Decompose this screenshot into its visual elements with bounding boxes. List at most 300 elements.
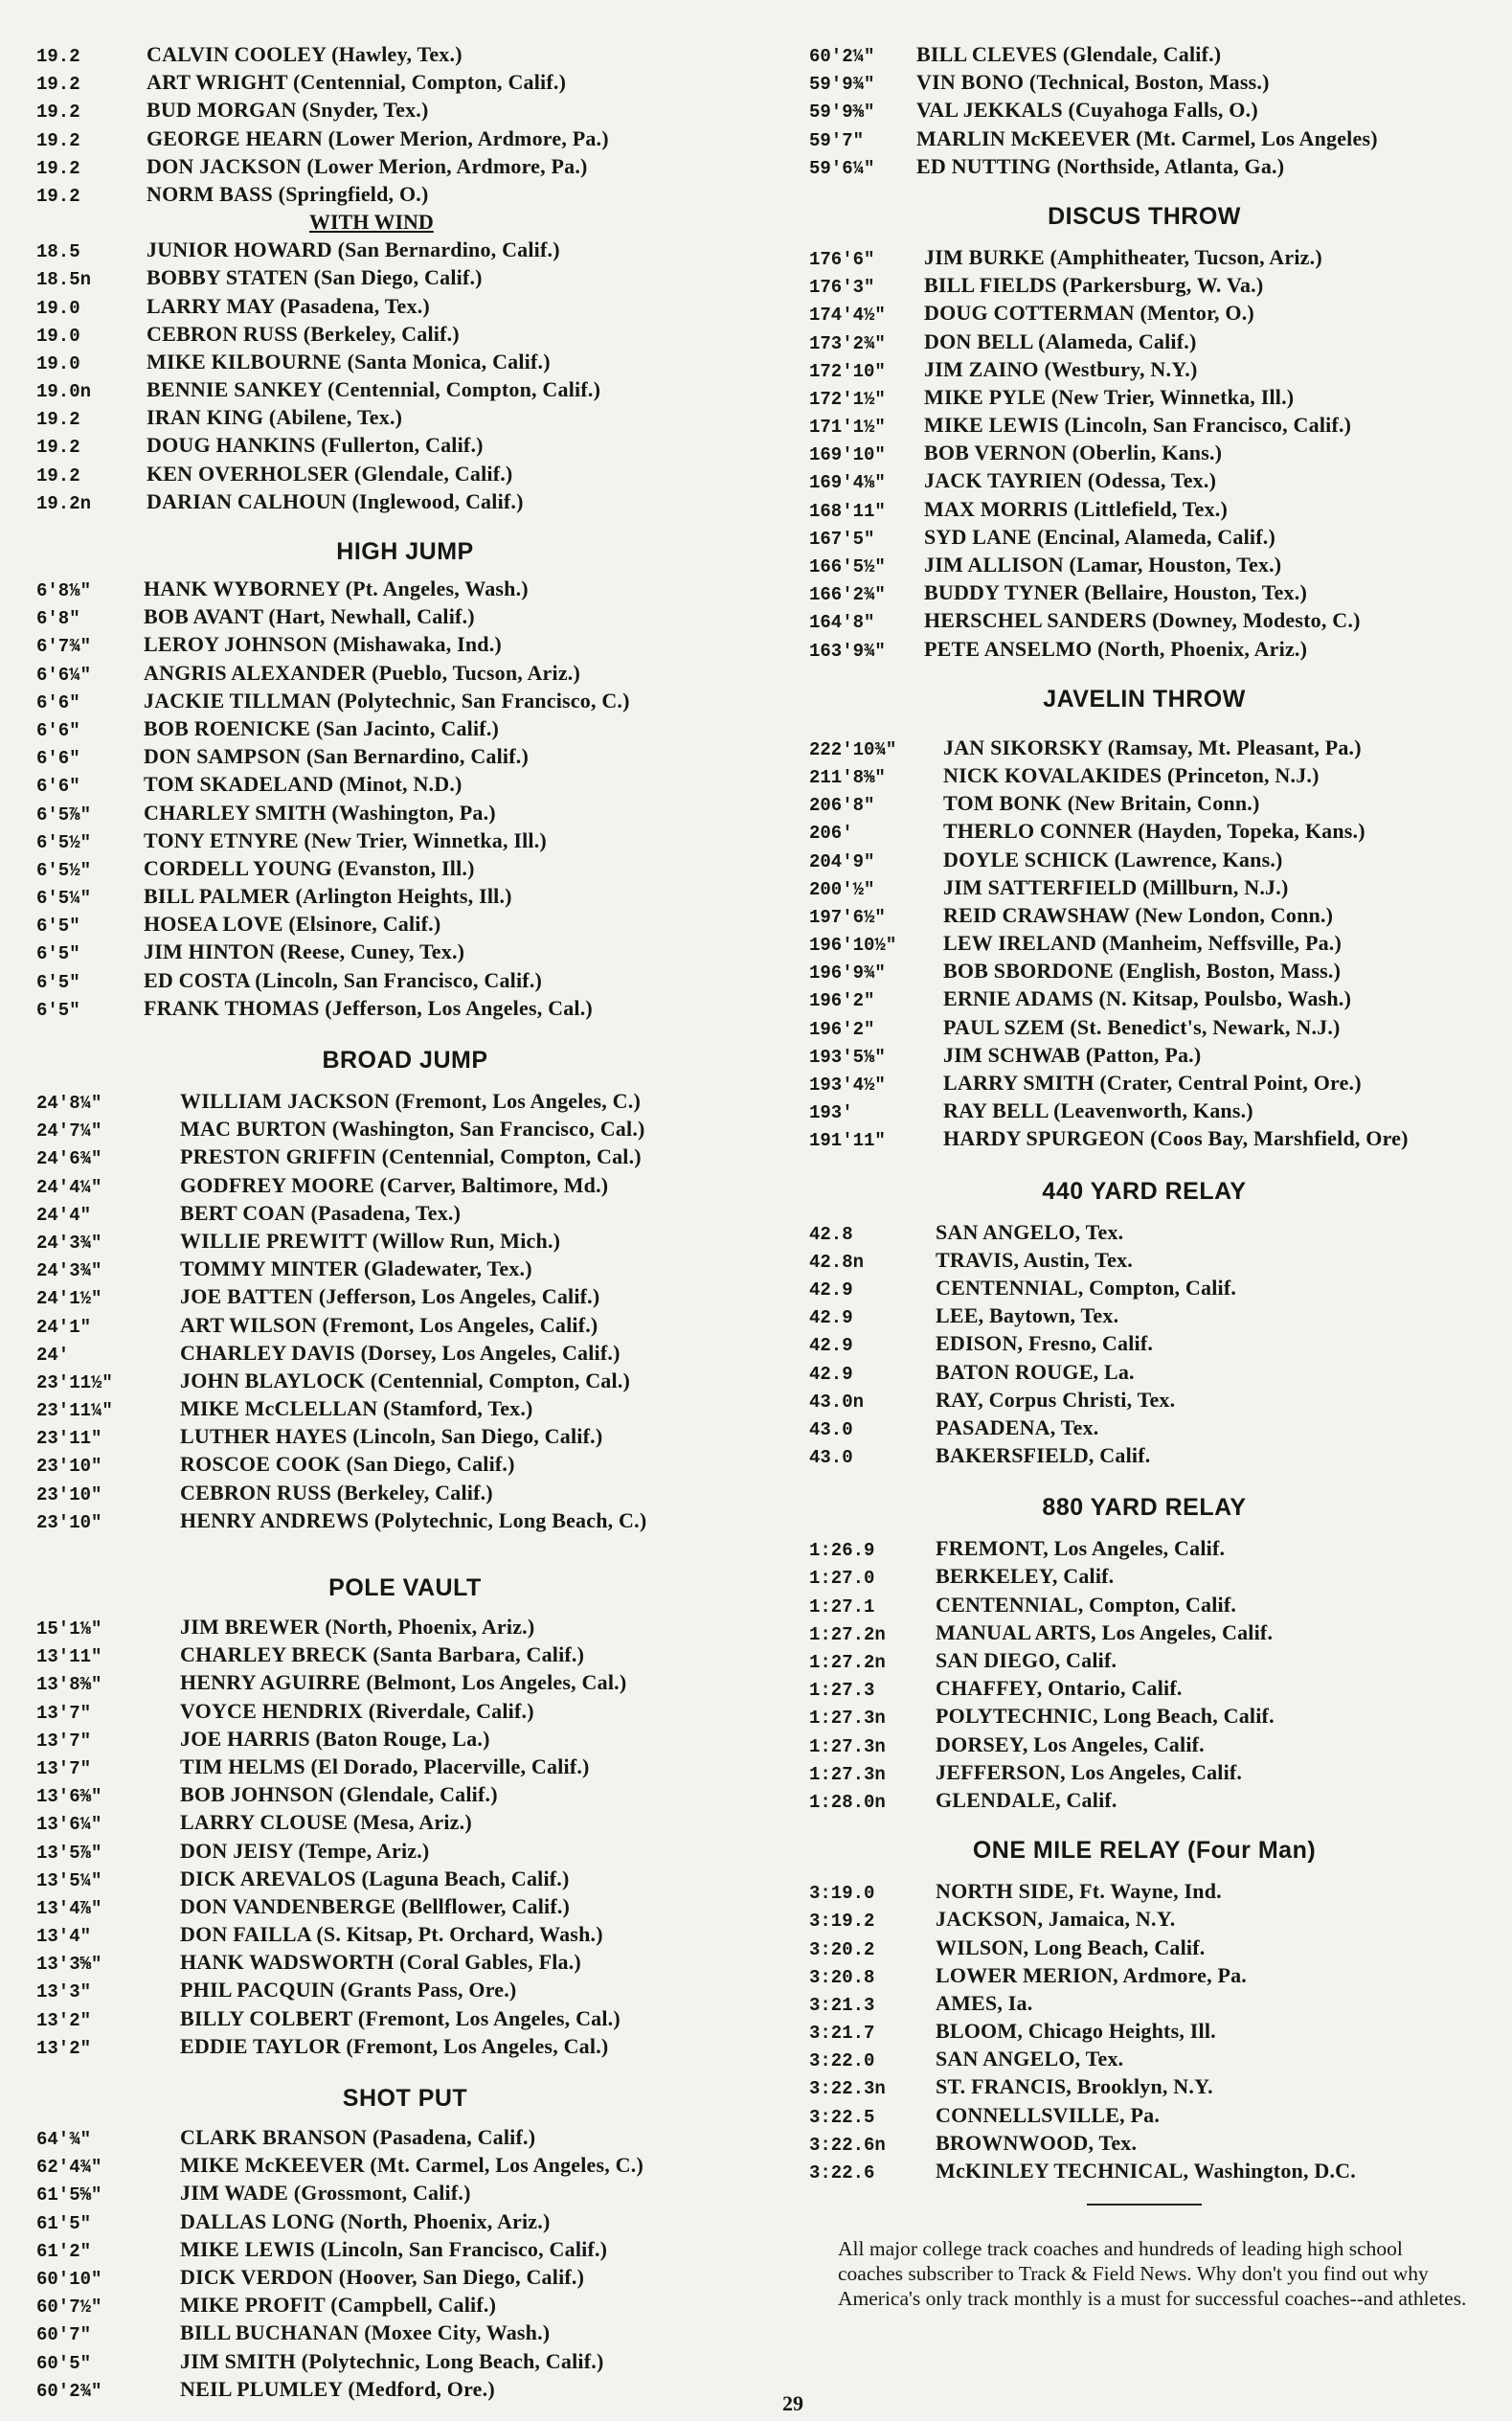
record-row xyxy=(36,2377,774,2405)
record-row xyxy=(36,2153,774,2181)
record-mark: 3:19.0 xyxy=(809,1883,875,1905)
record-row xyxy=(809,637,1479,665)
record-entry: HANK WADSWORTH (Coral Gables, Fla.) xyxy=(180,1950,581,1975)
record-row xyxy=(809,1360,1479,1388)
record-mark: 167'5" xyxy=(809,528,875,550)
record-entry: JIM ALLISON (Lamar, Houston, Tex.) xyxy=(924,553,1282,577)
record-entry: MARLIN McKEEVER (Mt. Carmel, Los Angeles) xyxy=(916,125,1378,150)
record-mark: 6'5½" xyxy=(36,859,92,881)
record-mark: 42.9 xyxy=(809,1278,853,1301)
record-entry: WILLIE PREWITT (Willow Run, Mich.) xyxy=(180,1228,561,1253)
record-row xyxy=(809,1935,1479,1963)
record-mark: 196'9¾" xyxy=(809,962,886,984)
record-mark: 13'7" xyxy=(36,1702,92,1724)
record-row xyxy=(809,1788,1479,1816)
record-mark: 3:22.6 xyxy=(809,2162,875,2183)
record-row xyxy=(809,1732,1479,1760)
record-entry: DON BELL (Alameda, Calif.) xyxy=(924,328,1197,353)
record-row xyxy=(36,1867,774,1894)
record-mark: 24'4" xyxy=(36,1204,92,1226)
record-entry: DORSEY, Los Angeles, Calif. xyxy=(936,1731,1205,1756)
record-row xyxy=(809,497,1479,525)
record-mark: 176'6" xyxy=(809,248,875,270)
record-mark: 3:22.3n xyxy=(809,2078,886,2100)
record-mark: 23'11" xyxy=(36,1428,102,1450)
record-entry: PAUL SZEM (St. Benedict's, Newark, N.J.) xyxy=(943,1014,1341,1039)
record-entry: GODFREY MOORE (Carver, Baltimore, Md.) xyxy=(180,1172,609,1197)
record-mark: 19.2 xyxy=(36,157,80,179)
record-row xyxy=(809,819,1479,847)
record-entry: LARRY MAY (Pasadena, Tex.) xyxy=(147,293,430,318)
record-mark: 6'5" xyxy=(36,916,80,938)
record-row xyxy=(36,2181,774,2208)
record-entry: ART WILSON (Fremont, Los Angeles, Calif.) xyxy=(180,1312,598,1337)
record-row xyxy=(36,1922,774,1950)
record-entry: EDISON, Fresno, Calif. xyxy=(936,1331,1154,1356)
record-mark: 172'1½" xyxy=(809,388,886,410)
record-mark: 60'7½" xyxy=(36,2297,102,2319)
record-mark: 18.5n xyxy=(36,269,92,291)
hurdles-list xyxy=(36,42,774,210)
record-row xyxy=(809,931,1479,959)
record-mark: 42.8n xyxy=(809,1251,865,1273)
record-entry: LOWER MERION, Ardmore, Pa. xyxy=(936,1962,1248,1987)
record-row xyxy=(36,996,774,1024)
record-mark: 1:27.2n xyxy=(809,1623,886,1645)
record-mark: 13'2" xyxy=(36,2009,92,2031)
high-jump-list xyxy=(36,577,774,1024)
record-row xyxy=(36,1341,774,1369)
record-entry: IRAN KING (Abilene, Tex.) xyxy=(147,405,403,430)
record-row xyxy=(36,1144,774,1172)
record-row xyxy=(809,2131,1479,2159)
record-mark: 222'10¾" xyxy=(809,738,897,760)
record-entry: MAC BURTON (Washington, San Francisco, Cal.) xyxy=(180,1117,645,1142)
record-row xyxy=(809,1991,1479,2019)
record-mark: 19.2 xyxy=(36,464,80,486)
record-entry: MIKE McKEEVER (Mt. Carmel, Los Angeles, C.) xyxy=(180,2153,643,2178)
relay-880-list xyxy=(809,1536,1479,1816)
record-mark: 197'6½" xyxy=(809,906,886,928)
record-row xyxy=(36,265,774,293)
record-entry: CHARLEY DAVIS (Dorsey, Los Angeles, Calif.) xyxy=(180,1340,621,1365)
section-heading-shot-put: SHOT PUT xyxy=(342,2085,468,2112)
record-row xyxy=(809,1879,1479,1907)
record-mark: 3:22.5 xyxy=(809,2106,875,2128)
section-heading-pole-vault: POLE VAULT xyxy=(328,1574,482,1601)
record-entry: JIM SMITH (Polytechnic, Long Beach, Calif.) xyxy=(180,2348,604,2373)
record-row xyxy=(809,1648,1479,1676)
record-entry: BERT COAN (Pasadena, Tex.) xyxy=(180,1200,462,1225)
record-mark: 6'5" xyxy=(36,971,80,993)
record-row xyxy=(36,98,774,125)
record-mark: 59'6¼" xyxy=(809,157,875,179)
record-entry: THERLO CONNER (Hayden, Topeka, Kans.) xyxy=(943,819,1365,844)
mile-relay-list xyxy=(809,1879,1479,2186)
record-entry: TOMMY MINTER (Gladewater, Tex.) xyxy=(180,1256,532,1281)
record-mark: 1:27.3 xyxy=(809,1680,875,1702)
record-mark: 19.2 xyxy=(36,102,80,124)
record-mark: 196'2" xyxy=(809,990,875,1012)
record-row xyxy=(36,1201,774,1229)
record-row xyxy=(809,1564,1479,1592)
record-mark: 3:22.6n xyxy=(809,2134,886,2156)
record-entry: ANGRIS ALEXANDER (Pueblo, Tucson, Ariz.) xyxy=(144,660,581,685)
record-mark: 43.0 xyxy=(809,1447,853,1469)
shot-put-continued-list xyxy=(809,42,1479,182)
record-row xyxy=(809,357,1479,385)
record-mark: 193'4½" xyxy=(809,1075,886,1096)
record-entry: HENRY ANDREWS (Polytechnic, Long Beach, C.) xyxy=(180,1507,647,1532)
record-row xyxy=(809,1098,1479,1126)
record-entry: TOM SKADELAND (Minot, N.D.) xyxy=(144,772,463,797)
record-entry: JAN SIKORSKY (Ramsay, Mt. Pleasant, Pa.) xyxy=(943,735,1362,759)
record-entry: KEN OVERHOLSER (Glendale, Calif.) xyxy=(147,461,513,486)
record-mark: 13'11" xyxy=(36,1646,102,1668)
record-mark: 19.2 xyxy=(36,185,80,207)
record-row xyxy=(809,1443,1479,1471)
record-row xyxy=(809,2047,1479,2074)
record-mark: 13'4⅞" xyxy=(36,1897,102,1919)
record-entry: BUD MORGAN (Snyder, Tex.) xyxy=(147,98,429,123)
record-row xyxy=(36,884,774,912)
record-entry: WILLIAM JACKSON (Fremont, Los Angeles, C.) xyxy=(180,1089,641,1113)
record-entry: NORM BASS (Springfield, O.) xyxy=(147,181,429,206)
record-entry: POLYTECHNIC, Long Beach, Calif. xyxy=(936,1704,1275,1729)
record-row xyxy=(36,1284,774,1312)
record-row xyxy=(36,856,774,884)
record-entry: JOHN BLAYLOCK (Centennial, Compton, Cal.) xyxy=(180,1368,631,1392)
record-row xyxy=(809,1593,1479,1620)
record-row xyxy=(809,735,1479,763)
record-row xyxy=(36,1727,774,1754)
record-row xyxy=(809,791,1479,819)
record-mark: 61'2" xyxy=(36,2240,92,2262)
record-entry: JIM ZAINO (Westbury, N.Y.) xyxy=(924,356,1198,381)
record-entry: JACK TAYRIEN (Odessa, Tex.) xyxy=(924,468,1217,493)
record-entry: CHARLEY SMITH (Washington, Pa.) xyxy=(144,800,496,825)
record-mark: 19.2 xyxy=(36,74,80,96)
record-entry: VAL JEKKALS (Cuyahoga Falls, O.) xyxy=(916,98,1258,123)
record-entry: HERSCHEL SANDERS (Downey, Modesto, C.) xyxy=(924,608,1361,633)
record-mark: 6'7¾" xyxy=(36,636,92,658)
record-entry: WILSON, Long Beach, Calif. xyxy=(936,1935,1206,1959)
record-row xyxy=(36,433,774,461)
record-row xyxy=(36,801,774,828)
record-entry: DON SAMPSON (San Bernardino, Calif.) xyxy=(144,744,529,769)
record-row xyxy=(36,716,774,744)
record-mark: 6'5¼" xyxy=(36,888,92,910)
record-entry: BOB VERNON (Oberlin, Kans.) xyxy=(924,441,1223,465)
record-mark: 206'8" xyxy=(809,795,875,817)
javelin-throw-list xyxy=(809,735,1479,1155)
record-mark: 1:27.3n xyxy=(809,1735,886,1757)
record-mark: 6'6" xyxy=(36,776,80,798)
record-mark: 196'2" xyxy=(809,1018,875,1040)
record-row xyxy=(809,1126,1479,1154)
record-row xyxy=(809,580,1479,608)
record-row xyxy=(36,1481,774,1508)
record-entry: CALVIN COOLEY (Hawley, Tex.) xyxy=(147,42,463,66)
record-entry: JOE HARRIS (Baton Rouge, La.) xyxy=(180,1726,490,1751)
record-row xyxy=(36,1396,774,1424)
record-row xyxy=(36,1089,774,1117)
record-mark: 59'9¾" xyxy=(809,74,875,96)
record-entry: DON VANDENBERGE (Bellflower, Calif.) xyxy=(180,1893,571,1918)
record-mark: 164'8" xyxy=(809,612,875,634)
record-mark: 24' xyxy=(36,1344,70,1366)
record-row xyxy=(809,959,1479,986)
record-mark: 6'8⅛" xyxy=(36,580,92,601)
record-mark: 24'4¼" xyxy=(36,1176,102,1198)
record-mark: 42.9 xyxy=(809,1363,853,1385)
discus-throw-list xyxy=(809,245,1479,665)
record-mark: 42.9 xyxy=(809,1335,853,1357)
record-entry: BAKERSFIELD, Calif. xyxy=(936,1443,1151,1468)
record-mark: 24'3¾" xyxy=(36,1260,102,1282)
record-mark: 13'6¼" xyxy=(36,1814,102,1836)
record-entry: SAN ANGELO, Tex. xyxy=(936,1219,1124,1244)
record-entry: JEFFERSON, Los Angeles, Calif. xyxy=(936,1759,1243,1784)
record-row xyxy=(36,2265,774,2293)
record-row xyxy=(809,553,1479,580)
record-row xyxy=(36,2293,774,2320)
record-entry: TIM HELMS (El Dorado, Placerville, Calif.) xyxy=(180,1754,590,1778)
record-row xyxy=(36,405,774,433)
record-entry: NEIL PLUMLEY (Medford, Ore.) xyxy=(180,2376,495,2401)
record-entry: SAN DIEGO, Calif. xyxy=(936,1648,1117,1672)
record-entry: NICK KOVALAKIDES (Princeton, N.J.) xyxy=(943,762,1320,787)
record-entry: JIM BREWER (North, Phoenix, Ariz.) xyxy=(180,1615,535,1639)
record-mark: 43.0 xyxy=(809,1418,853,1440)
record-entry: HANK WYBORNEY (Pt. Angeles, Wash.) xyxy=(144,577,529,600)
record-row xyxy=(809,1276,1479,1303)
record-row xyxy=(809,848,1479,875)
record-mark: 169'10" xyxy=(809,444,886,466)
record-entry: MIKE PROFIT (Campbell, Calif.) xyxy=(180,2293,497,2318)
record-mark: 176'3" xyxy=(809,277,875,299)
record-mark: 13'4" xyxy=(36,1926,92,1948)
record-entry: JIM WADE (Grossmont, Calif.) xyxy=(180,2181,471,2206)
record-row xyxy=(809,1676,1479,1704)
record-mark: 3:19.2 xyxy=(809,1911,875,1933)
record-mark: 174'4½" xyxy=(809,305,886,327)
record-entry: FREMONT, Los Angeles, Calif. xyxy=(936,1536,1226,1561)
record-row xyxy=(809,2074,1479,2102)
record-row xyxy=(36,377,774,405)
record-mark: 169'4⅛" xyxy=(809,472,886,494)
record-row xyxy=(36,1810,774,1838)
record-entry: LEROY JOHNSON (Mishawaka, Ind.) xyxy=(144,632,502,657)
record-row xyxy=(36,42,774,70)
record-mark: 60'5" xyxy=(36,2352,92,2374)
record-mark: 15'1⅛" xyxy=(36,1618,102,1640)
record-mark: 19.0 xyxy=(36,297,80,319)
record-row xyxy=(809,154,1479,182)
record-mark: 24'8¼" xyxy=(36,1093,102,1114)
record-row xyxy=(36,154,774,182)
record-row xyxy=(809,1220,1479,1248)
record-row xyxy=(809,1043,1479,1071)
record-entry: REID CRAWSHAW (New London, Conn.) xyxy=(943,902,1334,927)
record-mark: 19.2 xyxy=(36,437,80,459)
record-row xyxy=(36,350,774,377)
record-entry: DON FAILLA (S. Kitsap, Pt. Orchard, Wash.) xyxy=(180,1922,603,1947)
record-mark: 3:21.3 xyxy=(809,1994,875,2016)
record-entry: TRAVIS, Austin, Tex. xyxy=(936,1247,1133,1272)
record-row xyxy=(809,1536,1479,1564)
record-entry: CHAFFEY, Ontario, Calif. xyxy=(936,1676,1183,1701)
record-mark: 23'10" xyxy=(36,1483,102,1505)
record-row xyxy=(809,986,1479,1014)
record-row xyxy=(36,182,774,210)
broad-jump-list xyxy=(36,1089,774,1536)
record-entry: JOE BATTEN (Jefferson, Los Angeles, Calif.) xyxy=(180,1284,600,1309)
record-row xyxy=(809,1248,1479,1276)
record-entry: FRANK THOMAS (Jefferson, Los Angeles, Cal.) xyxy=(144,995,593,1020)
record-mark: 163'9¾" xyxy=(809,640,886,662)
record-entry: JACKSON, Jamaica, N.Y. xyxy=(936,1907,1176,1932)
record-row xyxy=(36,632,774,660)
record-row xyxy=(809,1907,1479,1935)
record-row xyxy=(36,70,774,98)
record-row xyxy=(36,1894,774,1922)
record-row xyxy=(809,441,1479,468)
record-mark: 1:27.3n xyxy=(809,1763,886,1785)
record-row xyxy=(36,1117,774,1144)
record-mark: 24'6¾" xyxy=(36,1148,102,1170)
record-entry: HOSEA LOVE (Elsinore, Calif.) xyxy=(144,912,441,937)
record-row xyxy=(36,238,774,265)
record-entry: DOUG HANKINS (Fullerton, Calif.) xyxy=(147,433,484,458)
record-mark: 13'7" xyxy=(36,1757,92,1779)
record-entry: BILL BUCHANAN (Moxee City, Wash.) xyxy=(180,2320,551,2345)
record-row xyxy=(36,1256,774,1284)
record-row xyxy=(36,2006,774,2034)
record-mark: 206' xyxy=(809,823,853,845)
record-row xyxy=(36,828,774,856)
page-number: 29 xyxy=(782,2391,803,2415)
record-mark: 13'2" xyxy=(36,2037,92,2059)
record-mark: 59'9⅜" xyxy=(809,102,875,124)
relay-440-list xyxy=(809,1220,1479,1472)
record-mark: 6'6" xyxy=(36,748,80,770)
with-wind-list xyxy=(36,238,774,517)
pole-vault-list xyxy=(36,1615,774,2062)
record-entry: BOB AVANT (Hart, Newhall, Calif.) xyxy=(144,604,475,629)
record-mark: 166'5½" xyxy=(809,556,886,577)
record-entry: PHIL PACQUIN (Grants Pass, Ore.) xyxy=(180,1978,517,2002)
record-row xyxy=(809,413,1479,441)
record-mark: 13'5¼" xyxy=(36,1869,102,1891)
record-row xyxy=(36,1229,774,1256)
record-mark: 1:28.0n xyxy=(809,1791,886,1813)
record-entry: MIKE LEWIS (Lincoln, San Francisco, Calif.) xyxy=(180,2236,608,2261)
record-mark: 61'5" xyxy=(36,2212,92,2234)
record-mark: 196'10½" xyxy=(809,935,897,957)
record-mark: 193'5⅛" xyxy=(809,1046,886,1068)
record-entry: DON JACKSON (Lower Merion, Ardmore, Pa.) xyxy=(147,153,588,178)
record-row xyxy=(809,1760,1479,1788)
record-entry: CHARLEY BRECK (Santa Barbara, Calif.) xyxy=(180,1642,585,1667)
record-entry: BILL CLEVES (Glendale, Calif.) xyxy=(916,42,1222,66)
section-heading-discus-throw: DISCUS THROW xyxy=(1048,202,1241,230)
record-row xyxy=(36,689,774,716)
record-mark: 60'2¼" xyxy=(809,46,875,67)
record-mark: 211'8⅜" xyxy=(809,766,886,788)
record-row xyxy=(36,489,774,517)
record-entry: BLOOM, Chicago Heights, Ill. xyxy=(936,2019,1216,2044)
record-mark: 3:22.0 xyxy=(809,2050,875,2072)
record-row xyxy=(809,2019,1479,2047)
section-heading-880-yard-relay: 880 YARD RELAY xyxy=(1042,1494,1247,1522)
record-entry: HENRY AGUIRRE (Belmont, Los Angeles, Cal.) xyxy=(180,1670,627,1695)
record-row xyxy=(36,1424,774,1452)
record-mark: 6'5" xyxy=(36,943,80,965)
record-row xyxy=(809,245,1479,273)
record-row xyxy=(36,1782,774,1810)
record-row xyxy=(36,1173,774,1201)
right-column xyxy=(809,42,1479,2311)
record-entry: MANUAL ARTS, Los Angeles, Calif. xyxy=(936,1619,1274,1644)
record-row xyxy=(36,2349,774,2377)
record-row xyxy=(809,301,1479,328)
record-row xyxy=(36,577,774,604)
record-entry: DON JEISY (Tempe, Ariz.) xyxy=(180,1838,430,1863)
record-row xyxy=(809,98,1479,125)
record-row xyxy=(809,1704,1479,1731)
record-entry: JIM SCHWAB (Patton, Pa.) xyxy=(943,1042,1202,1067)
record-entry: BERKELEY, Calif. xyxy=(936,1564,1115,1589)
record-mark: 1:27.2n xyxy=(809,1652,886,1673)
record-row xyxy=(36,1313,774,1341)
record-mark: 19.0n xyxy=(36,381,92,403)
record-row xyxy=(809,2159,1479,2186)
record-row xyxy=(809,2103,1479,2131)
record-mark: 24'1" xyxy=(36,1316,92,1338)
record-row xyxy=(809,1415,1479,1443)
record-mark: 204'9" xyxy=(809,850,875,872)
record-row xyxy=(809,1963,1479,1991)
record-mark: 13'8⅜" xyxy=(36,1674,102,1696)
record-entry: LARRY CLOUSE (Mesa, Ariz.) xyxy=(180,1810,472,1835)
record-entry: MIKE McCLELLAN (Stamford, Tex.) xyxy=(180,1396,533,1421)
record-mark: 64'¾" xyxy=(36,2129,92,2150)
record-mark: 13'3" xyxy=(36,1981,92,2003)
record-mark: 6'6" xyxy=(36,691,80,713)
record-row xyxy=(36,661,774,689)
record-entry: LARRY SMITH (Crater, Central Point, Ore.) xyxy=(943,1071,1362,1095)
record-entry: TONY ETNYRE (New Trier, Winnetka, Ill.) xyxy=(144,827,547,852)
record-entry: LEW IRELAND (Manheim, Neffsville, Pa.) xyxy=(943,931,1343,956)
record-mark: 24'7¼" xyxy=(36,1120,102,1143)
record-row xyxy=(36,1642,774,1670)
record-mark: 23'11½" xyxy=(36,1371,113,1393)
record-row xyxy=(36,1699,774,1727)
record-entry: SAN ANGELO, Tex. xyxy=(936,2047,1124,2071)
record-entry: CORDELL YOUNG (Evanston, Ill.) xyxy=(144,855,475,880)
record-mark: 19.2 xyxy=(36,129,80,151)
record-mark: 200'½" xyxy=(809,878,875,900)
record-entry: BILL PALMER (Arlington Heights, Ill.) xyxy=(144,884,512,909)
record-row xyxy=(36,939,774,967)
record-mark: 3:20.2 xyxy=(809,1938,875,1960)
record-row xyxy=(809,608,1479,636)
record-mark: 19.2 xyxy=(36,409,80,431)
record-entry: ERNIE ADAMS (N. Kitsap, Poulsbo, Wash.) xyxy=(943,986,1352,1011)
record-row xyxy=(36,968,774,996)
promo-text: All major college track coaches and hundreds of leading high school coaches subscriber to Track & Field News. Why don't you find out why America's only track monthly is a must for successful coaches--and athletes. xyxy=(838,2237,1467,2311)
